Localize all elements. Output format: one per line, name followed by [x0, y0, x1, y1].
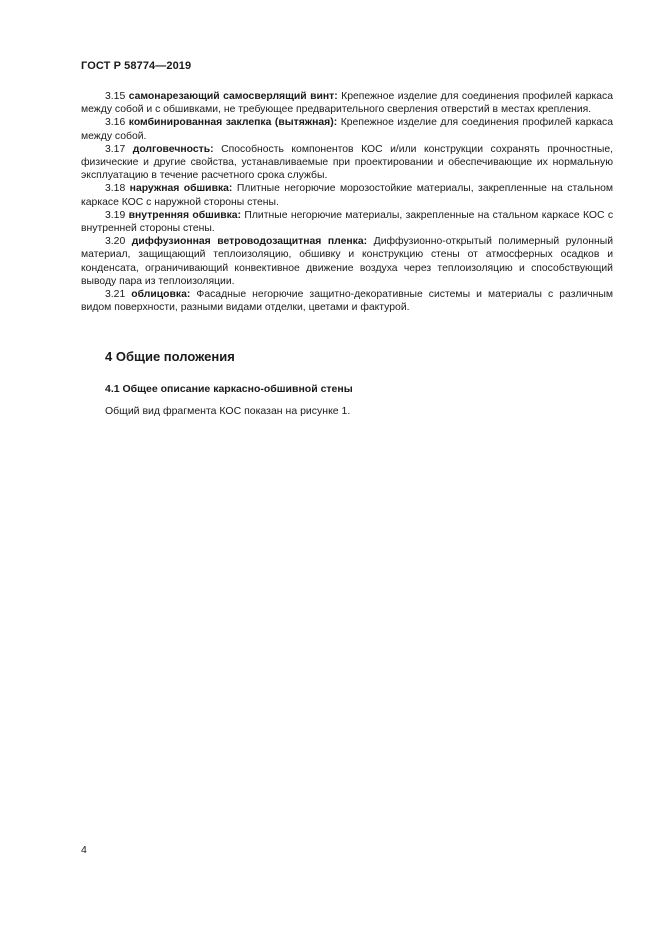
definition-number: 3.21 [105, 289, 126, 301]
definition-number: 3.16 [105, 117, 126, 129]
subsection-title: 4.1 Общее описание каркасно-обшивной стены [105, 383, 353, 395]
definition-text: Плитные негорючие материалы, закрепленные на стальном каркасе КОС с внутренней стороны стены. [81, 209, 614, 235]
definition-number: 3.15 [105, 91, 126, 102]
definition-text: Крепежное изделие для соединения профилей каркаса между собой. [81, 117, 614, 142]
definition-text: Способность компонентов КОС и/или конструкции сохранять прочностные, физические и другие свойства, устанавливаемые при проектировании и обеспечивающие их нормальную эксплуатацию в течение расчетного срока службы. [81, 143, 613, 182]
document-header: ГОСТ Р 58774—2019 [81, 60, 192, 72]
definition-term: самонарезающий самосверлящий винт: [128, 91, 338, 102]
definition-item [81, 116, 613, 142]
definition-term: долговечность: [132, 143, 214, 155]
definition-text: Диффузионно-открытый полимерный рулонный материал, защищающий теплоизоляцию, обшивку и конструкцию стены от атмосферных осадков и конденсата, ограничивающий конвективное движение воздуха через теплоизоляцию и способствующий выводу пара из теплоизоляции. [81, 236, 614, 287]
definition-item [81, 143, 613, 183]
definition-term: комбинированная заклепка (вытяжная): [128, 117, 338, 129]
definition-number: 3.19 [105, 209, 126, 221]
definition-item [81, 288, 613, 314]
definition-number: 3.18 [105, 183, 126, 195]
definition-item [81, 90, 613, 116]
page-number: 4 [81, 844, 87, 856]
definitions-list [81, 90, 613, 314]
definition-text: Плитные негорючие морозостойкие материалы, закрепленные на стальном каркасе КОС с наружной стороны стены. [81, 183, 614, 208]
definition-text: Крепежное изделие для соединения профилей каркаса между собой и с обшивками, не требующее предварительного сверления отверстий в местах крепления. [81, 91, 614, 116]
definition-term: облицовка: [131, 289, 191, 301]
definition-item [81, 182, 613, 208]
definition-number: 3.17 [105, 143, 126, 155]
definition-term: внутренняя обшивка: [128, 209, 242, 221]
definition-text: Фасадные негорючие защитно-декоративные системы и материалы с различным видом поверхности, разными видами отделки, цветами и фактурой. [81, 289, 613, 314]
definition-item [81, 235, 613, 288]
section-title: 4 Общие положения [105, 349, 235, 364]
definition-term: диффузионная ветроводозащитная пленка: [131, 236, 368, 248]
body-paragraph: Общий вид фрагмента КОС показан на рисунке 1. [105, 405, 351, 417]
definition-number: 3.20 [105, 236, 126, 248]
definition-item [81, 209, 613, 235]
definition-term: наружная обшивка: [129, 183, 233, 195]
